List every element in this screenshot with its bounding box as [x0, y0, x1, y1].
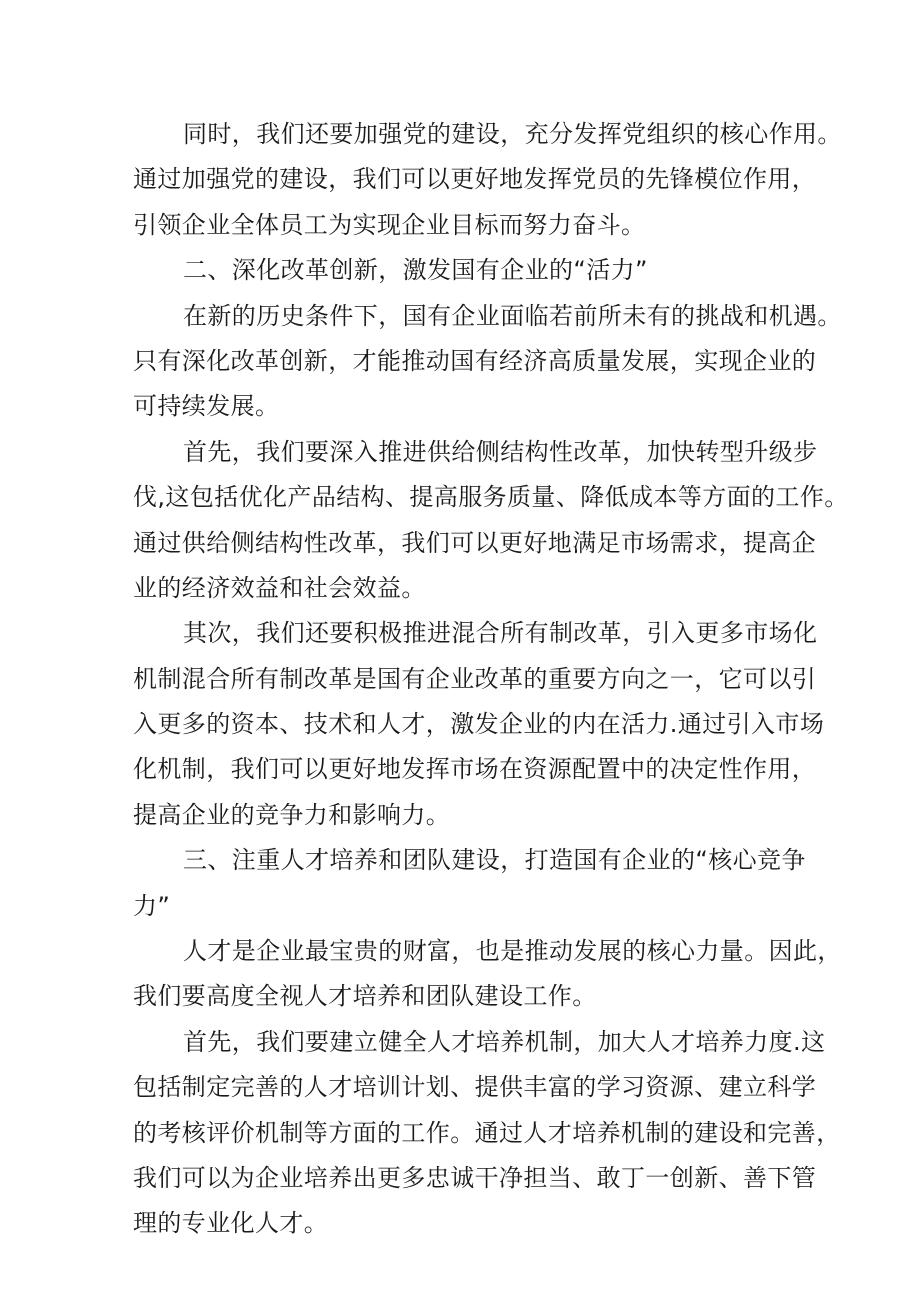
paragraph-line: 其次，我们还要积极推进混合所有制改革，引入更多市场化 — [183, 619, 818, 648]
paragraph-line: 提高企业的竞争力和影响力。 — [133, 800, 451, 829]
paragraph-line: 化机制，我们可以更好地发挥市场在资源配置中的决定性作用， — [133, 755, 817, 784]
paragraph-line: 通过加强党的建设，我们可以更好地发挥党员的先锋模位作用， — [133, 165, 817, 194]
paragraph-line: 可持续发展。 — [133, 392, 280, 421]
section-heading: 力” — [133, 891, 171, 920]
paragraph-line: 同时，我们还要加强党的建设，充分发挥党组织的核心作用。 — [183, 120, 842, 148]
paragraph-line: 伐,这包括优化产品结构、提高服务质量、降低成本等方面的工作。 — [133, 483, 849, 512]
paragraph-line: 的考核评价机制等方面的工作。通过人才培养机制的建设和完善， — [133, 1118, 841, 1147]
paragraph-line: 理的专业化人才。 — [133, 1209, 329, 1238]
paragraph-line: 业的经济效益和社会效益。 — [133, 573, 426, 602]
section-heading: 二、深化改革创新，激发国有企业的“活力” — [183, 256, 648, 285]
paragraph-line: 通过供给侧结构性改革，我们可以更好地满足市场需求，提高企 — [133, 528, 817, 557]
paragraph-line: 人才是企业最宝贵的财富，也是推动发展的核心力量。因此， — [183, 937, 842, 966]
paragraph-line: 首先，我们要建立健全人才培养机制，加大人才培养力度.这 — [183, 1027, 826, 1056]
paragraph-line: 首先，我们要深入推进供给侧结构性改革，加快转型升级步 — [183, 437, 818, 466]
paragraph-line: 在新的历史条件下，国有企业面临若前所未有的挑战和机遇。 — [183, 301, 842, 330]
paragraph-line: 我们可以为企业培养出更多忠诚干净担当、敢丁一创新、善下管 — [133, 1163, 817, 1192]
paragraph-line: 我们要高度全视人才培养和团队建设工作。 — [133, 982, 597, 1011]
paragraph-line: 包括制定完善的人才培训计划、提供丰富的学习资源、建立科学 — [133, 1073, 817, 1102]
section-heading: 三、注重人才培养和团队建设，打造国有企业的“核心竞争 — [183, 846, 806, 875]
paragraph-line: 引领企业全体员工为实现企业目标而努力奋斗。 — [133, 210, 646, 239]
paragraph-line: 机制混合所有制改革是国有企业改革的重要方向之一，它可以引 — [133, 664, 817, 693]
paragraph-line: 只有深化改革创新，才能推动国有经济高质量发展，实现企业的 — [133, 346, 817, 375]
document-body — [133, 112, 849, 1247]
paragraph-line: 入更多的资本、技术和人才，激发企业的内在活力.通过引入市场 — [133, 710, 825, 739]
